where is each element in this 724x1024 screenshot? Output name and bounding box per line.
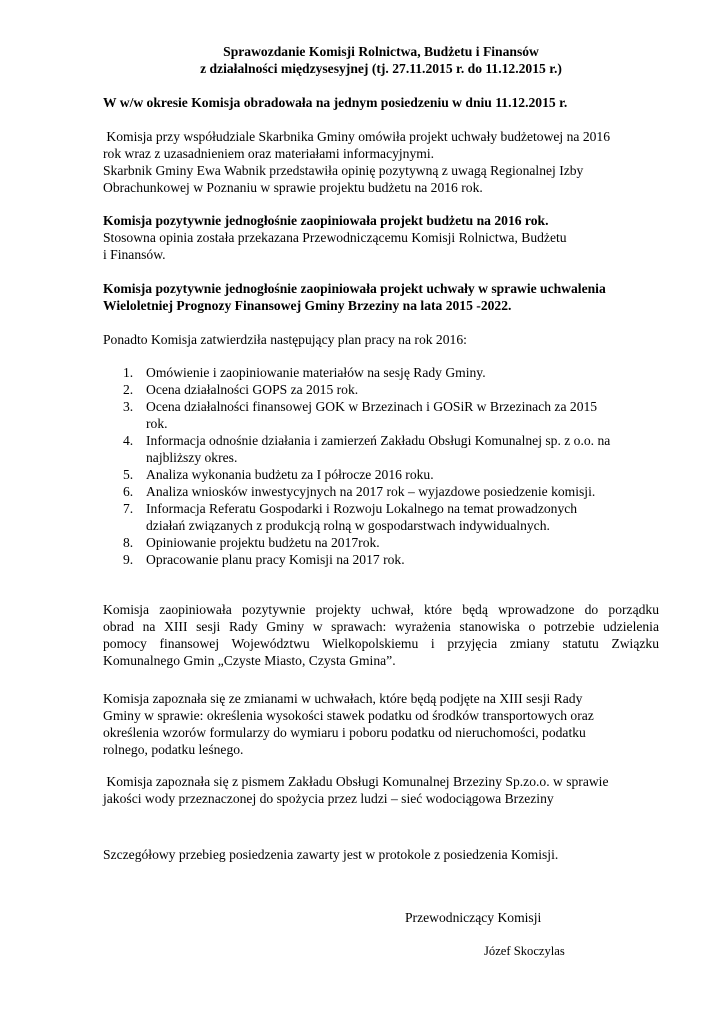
p3-line-2: Wieloletniej Prognozy Finansowej Gminy Brzeziny na lata 2015 -2022.: [103, 298, 512, 313]
p1-line-2: rok wraz z uzasadnieniem oraz materiałami informacyjnymi.: [103, 146, 435, 161]
plan-item: [103, 551, 659, 568]
paragraph-budget-opinion: [103, 212, 659, 263]
plan-item: [103, 398, 659, 432]
paragraph-tax-changes: [103, 690, 659, 758]
plan-item-number: 3.: [123, 399, 134, 414]
plan-item-number: 4.: [123, 433, 134, 448]
plan-item-number: 9.: [123, 552, 134, 567]
intro-paragraph: W w/w okresie Komisja obradowała na jednym posiedzeniu w dniu 11.12.2015 r.: [103, 95, 568, 110]
p1-line-3: Skarbnik Gminy Ewa Wabnik przedstawiła opinię pozytywną z uwagą Regionalnej Izby: [103, 163, 584, 178]
plan-item: [103, 466, 659, 483]
plan-item-text: Analiza wniosków inwestycyjnych na 2017 rok – wyjazdowe posiedzenie komisji.: [146, 484, 596, 499]
plan-item-text: działań związanych z produkcją rolną w gospodarstwach indywidualnych.: [146, 518, 550, 533]
closing-paragraph: Szczegółowy przebieg posiedzenia zawarty jest w protokole z posiedzenia Komisji.: [103, 847, 559, 862]
title-line-1: Sprawozdanie Komisji Rolnictwa, Budżetu i Finansów: [223, 44, 539, 59]
plan-item-text: Analiza wykonania budżetu za I półrocze 2016 roku.: [146, 467, 434, 482]
paragraph-wpf-opinion: [103, 280, 659, 314]
p5-line-4: rolnego, podatku leśnego.: [103, 742, 244, 757]
p2-line-2: Stosowna opinia została przekazana Przewodniczącemu Komisji Rolnictwa, Budżetu: [103, 230, 567, 245]
plan-item: [103, 364, 659, 381]
p5-line-2: Gminy w sprawie: określenia wysokości stawek podatku od środków transportowych oraz: [103, 708, 594, 723]
plan-item-number: 5.: [123, 467, 134, 482]
plan-item: [103, 534, 659, 551]
signature-role: Przewodniczący Komisji: [405, 910, 542, 925]
plan-item-text: Opracowanie planu pracy Komisji na 2017 rok.: [146, 552, 405, 567]
plan-item-number: 8.: [123, 535, 134, 550]
plan-item-number: 2.: [123, 382, 134, 397]
paragraph-resolutions-opinion: [103, 601, 659, 669]
plan-item-number: 7.: [123, 501, 134, 516]
plan-item-number: 1.: [123, 365, 134, 380]
p5-line-1: Komisja zapoznała się ze zmianami w uchwałach, które będą podjęte na XIII sesji Rady: [103, 691, 583, 706]
paragraph-water-quality: [103, 773, 659, 807]
work-plan-list: [103, 364, 659, 568]
document-title: [103, 43, 659, 77]
p4-line-3: pomocy finansowej Województwu Wielkopolskiemu i przyjęcia zmiany statutu Związku: [103, 636, 659, 651]
p4-line-1: Komisja zaopiniowała pozytywnie projekty uchwał, które będą wprowadzone do porządku: [103, 602, 659, 617]
p1-line-4: Obrachunkowej w Poznaniu w sprawie projektu budżetu na 2016 rok.: [103, 180, 483, 195]
p4-line-2: obrad na XIII sesji Rady Gminy w sprawach: wyrażenia stanowiska o potrzebie udzielenia: [103, 619, 659, 634]
p1-line-1: Komisja przy współudziale Skarbnika Gminy omówiła projekt uchwały budżetowej na 2016: [103, 129, 611, 144]
plan-item-text: Informacja odnośnie działania i zamierzeń Zakładu Obsługi Komunalnej sp. z o.o. na: [146, 433, 611, 448]
p2-line-3: i Finansów.: [103, 247, 166, 262]
plan-item-text: najbliższy okres.: [146, 450, 238, 465]
plan-item: [103, 483, 659, 500]
plan-item-text: Opiniowanie projektu budżetu na 2017rok.: [146, 535, 380, 550]
plan-item: [103, 381, 659, 398]
plan-item-text: Ocena działalności finansowej GOK w Brzezinach i GOSiR w Brzezinach za 2015: [146, 399, 598, 414]
plan-intro: Ponadto Komisja zatwierdziła następujący plan pracy na rok 2016:: [103, 332, 467, 347]
p6-line-2: jakości wody przeznaczonej do spożycia przez ludzi – sieć wodociągowa Brzeziny: [103, 791, 554, 806]
plan-item-text: Ocena działalności GOPS za 2015 rok.: [146, 382, 359, 397]
p3-line-1: Komisja pozytywnie jednogłośnie zaopiniowała projekt uchwały w sprawie uchwalenia: [103, 281, 606, 296]
title-line-2: z działalności międzysesyjnej (tj. 27.11.2015 r. do 11.12.2015 r.): [200, 61, 562, 76]
paragraph-budget-discussion: [103, 128, 659, 196]
plan-item: [103, 500, 659, 534]
plan-item-text: Informacja Referatu Gospodarki i Rozwoju Lokalnego na temat prowadzonych: [146, 501, 578, 516]
p6-line-1: Komisja zapoznała się z pismem Zakładu Obsługi Komunalnej Brzeziny Sp.zo.o. w sprawie: [103, 774, 609, 789]
p4-line-4: Komunalnego Gmin „Czyste Miasto, Czysta Gmina”.: [103, 653, 396, 668]
plan-item-text: Omówienie i zaopiniowanie materiałów na sesję Rady Gminy.: [146, 365, 486, 380]
plan-item-text: rok.: [146, 416, 168, 431]
plan-item-number: 6.: [123, 484, 134, 499]
p5-line-3: określenia wzorów formularzy do wymiaru i poboru podatku od nieruchomości, podatku: [103, 725, 586, 740]
p2-bold-line: Komisja pozytywnie jednogłośnie zaopiniowała projekt budżetu na 2016 rok.: [103, 213, 549, 228]
signature-name: Józef Skoczylas: [484, 944, 565, 958]
plan-item: [103, 432, 659, 466]
